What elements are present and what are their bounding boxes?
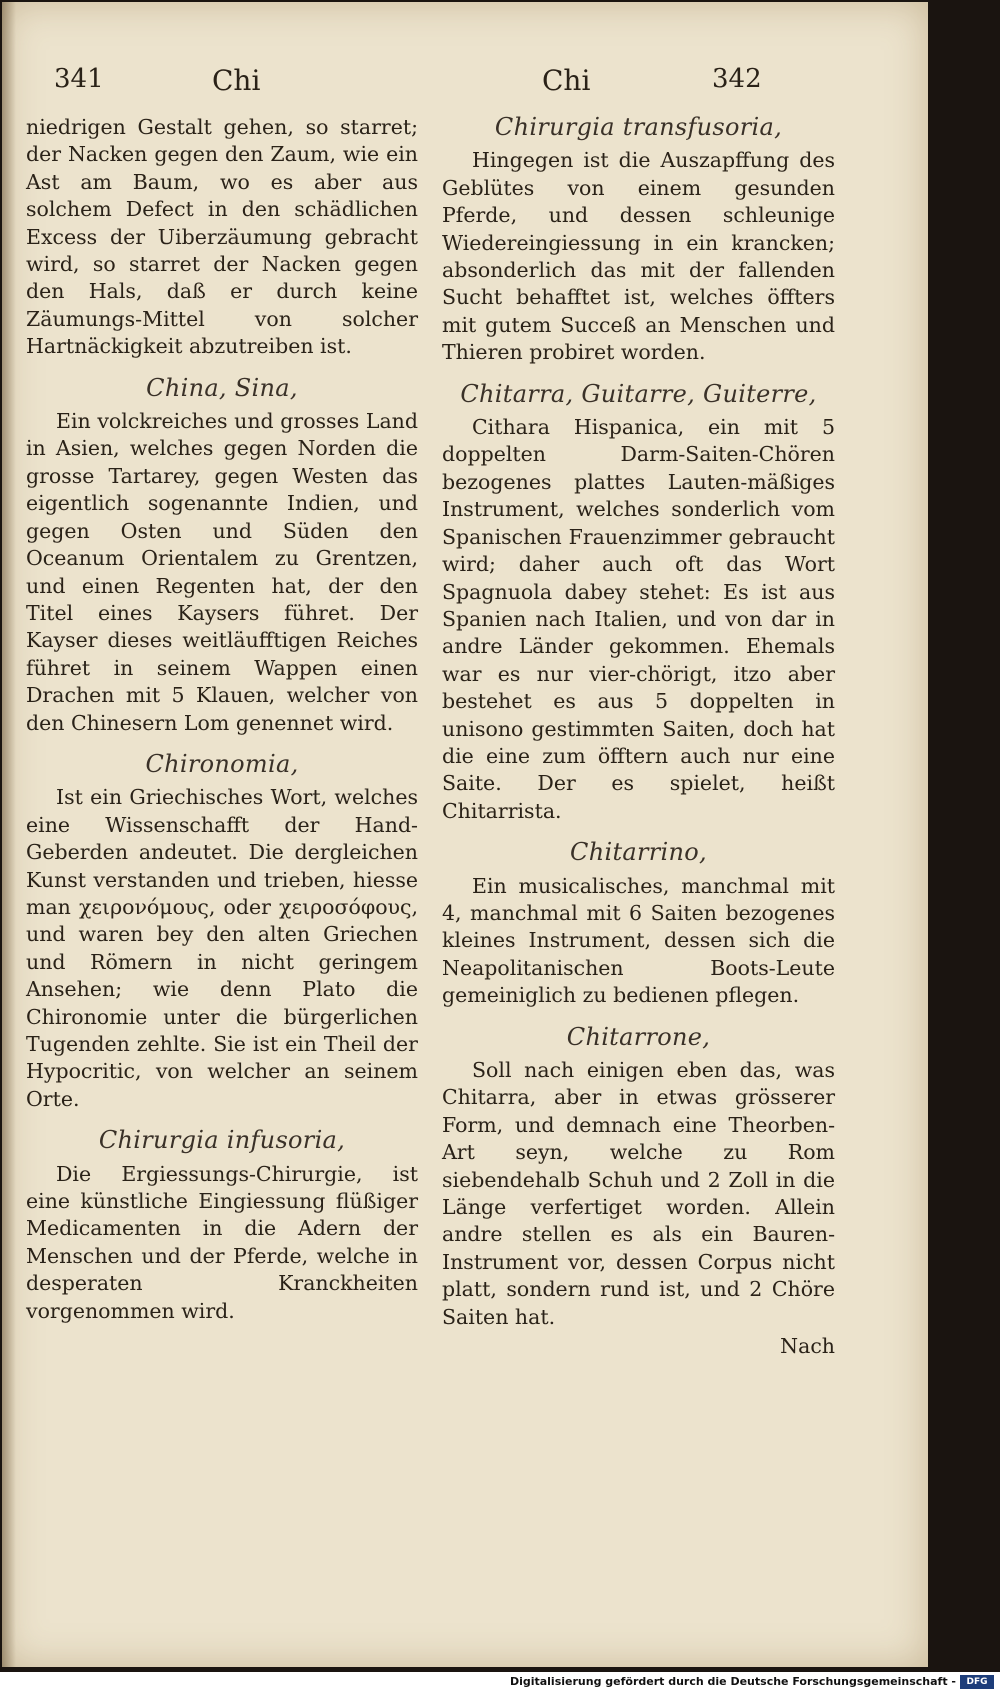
- entry-text-chitarrino: Ein musicalisches, manchmal mit 4, manchmal mit 6 Saiten bezogenes kleines Instrument, dessen sich die Neapolitanischen Boots-Leute gemeiniglich zu bedienen pflegen.: [442, 873, 835, 1008]
- entry-title-chirurgia-infusoria: Chirurgia infusoria,: [98, 1126, 346, 1155]
- entry-title-chirurgia-transfusoria: Chirurgia transfusoria,: [494, 113, 783, 141]
- page-edge-shadow: [2, 2, 16, 1667]
- entry-title-chitarrone: Chitarrone,: [566, 1022, 711, 1051]
- left-page-number: 341: [54, 64, 104, 94]
- continuation-text: niedrigen Gestalt gehen, so starret; der Nacken gegen den Zaum, wie ein Ast am Baum, wo es aber aus solchem Defect in den schädlichen Excess der Uiberzäumung gebracht wird, so starret der Nacken gegen den Hals, daß er durch keine Zäumungs-Mittel von solcher Hartnäckigkeit abzutreiben ist.: [26, 115, 418, 359]
- entry-text-chitarra: Cithara Hispanica, ein mit 5 doppelten Darm-Saiten-Chören bezogenes plattes Lauten-mäßiges Instrument, welches sonderlich vom Spanischen Frauenzimmer gebraucht wird; daher auch oft das Wort Spagnuola dabey stehet: Es ist aus Spanien nach Italien, und von dar in andre Länder gekommen. Ehemals war es nur vier-chörigt, itzo aber bestehet es aus 5 doppelten in unisono gestimmten Saiten, doch hat die eine zum öfftern auch nur eine Saite. Der es spielet, heißt Chitarrista.: [442, 415, 835, 823]
- left-column: [26, 114, 418, 1325]
- entry-text-chironomia: Ist ein Griechisches Wort, welches eine Wissenschafft der Hand-Geberden andeutet. Die dergleichen Kunst verstanden und trieben, hiesse man χειρονόμους, oder χειροσόφους, und waren bey den alten Griechen und Römern in nicht geringem Ansehen; wie denn Plato die Chironomie unter die bürgerlichen Tugenden zehlte. Sie ist ein Theil der Hypocritic, von welcher an seinem Orte.: [26, 785, 418, 1111]
- entry-title-chitarra: Chitarra, Guitarre, Guiterre,: [460, 379, 817, 408]
- right-running-head: Chi: [542, 64, 591, 97]
- catchword: Nach: [780, 1334, 835, 1359]
- entry-text-chitarrone: Soll nach einigen eben das, was Chitarra, aber in etwas grösserer Form, und demnach eine Theorben-Art seyn, welche zu Rom siebendehalb Schuh und 2 Zoll in die Länge verfertiget worden. Allein andre stellen es als ein Bauren-Instrument vor, dessen Corpus nicht platt, sondern rund ist, und 2 Chöre Saiten hat.: [442, 1058, 835, 1329]
- footer-bar: [0, 1672, 1000, 1692]
- entry-title-chitarrino: Chitarrino,: [570, 838, 707, 867]
- entry-title-china: China, Sina,: [146, 373, 298, 402]
- right-page-number: 342: [712, 64, 762, 94]
- left-running-head: Chi: [212, 64, 261, 97]
- entry-text-china: Ein volckreiches und grosses Land in Asien, welches gegen Norden die grosse Tartarey, gegen Westen das eigentlich sogenannte Indien, und gegen Osten und Süden den Oceanum Orientalem zu Grentzen, und einen Regenten hat, der den Titel eines Kaysers führet. Der Kayser dieses weitläufftigen Reiches führet in seinem Wappen einen Drachen mit 5 Klauen, welcher von den Chinesern Lom genennet wird.: [26, 409, 418, 735]
- entry-title-chironomia: Chironomia,: [145, 749, 299, 778]
- book-page: [2, 2, 928, 1667]
- entry-text-chirurgia-transfusoria: Hingegen ist die Auszapffung des Geblütes von einem gesunden Pferde, und dessen schleunige Wiedereingiessung in ein krancken; absonderlich das mit der fallenden Sucht behafftet ist, welches öffters mit gutem Succeß an Menschen und Thieren probiret worden.: [442, 148, 835, 365]
- dfg-logo: DFG: [960, 1675, 994, 1689]
- right-column: [442, 114, 835, 1360]
- entry-text-chirurgia-infusoria: Die Ergiessungs-Chirurgie, ist eine künstliche Eingiessung flüßiger Medicamenten in die Adern der Menschen und der Pferde, welche in desperaten Kranckheiten vorgenommen wird.: [26, 1161, 418, 1323]
- dfg-credit-text: Digitalisierung gefördert durch die Deutsche Forschungsgemeinschaft -: [509, 1675, 956, 1688]
